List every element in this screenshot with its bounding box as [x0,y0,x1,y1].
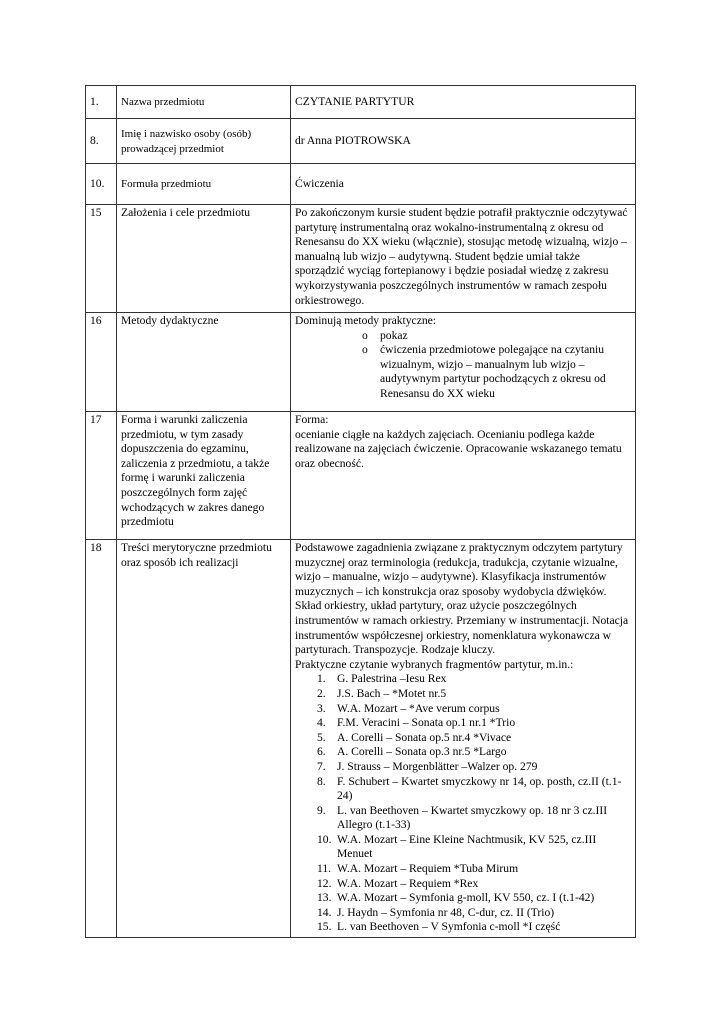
list-item: 9. L. van Beethoven – Kwartet smyczkowy op. 18 nr 3 cz.III Allegro (t.1-33) [317,803,608,832]
row-value: dr Anna PIOTROWSKA [291,119,636,164]
row-value [291,412,636,540]
row-label: Forma i warunki zaliczenia przedmiotu, w tym zasady dopuszczenia do egzaminu, zaliczenia z przedmiotu, a także formę i warunki zaliczenia poszczególnych form zajęć wchodzących w zakres danego przedmiotu [117,412,291,540]
row-value [291,540,636,938]
list-item: 6. A. Corelli – Sonata op.3 nr.5 *Largo [317,745,507,759]
row-label: Metody dydaktyczne [117,313,291,412]
row-number: 15 [86,205,117,313]
list-item: 2. J.S. Bach – *Motet nr.5 [317,686,447,700]
row-label: Treści merytoryczne przedmiotu oraz sposób ich realizacji [117,540,291,938]
table-row [86,412,636,540]
list-item: o pokaz [362,328,408,342]
row-value: Po zakończonym kursie student będzie potrafił praktycznie odczytywać partyturę instrumentalną oraz wokalno-instrumentalną z okresu od Renesansu do XX wieku (włącznie), stosując metodę wizualną, wizjo – manualną lub wizjo – audytywną. Student będzie umiał także sporządzić wyciąg fortepianowy i będzie posiadał wiedzę z zakresu wykorzystywania poszczególnych instrumentów w ramach zespołu orkiestrowego. [291,205,636,313]
table-row [86,164,636,205]
list-item: 11. W.A. Mozart – Requiem *Tuba Mirum [317,862,519,876]
row-label: Formuła przedmiotu [117,164,291,205]
row-value [291,313,636,412]
list-item: 7. J. Strauss – Morgenblätter –Walzer op. 279 [317,759,538,773]
methods-intro: Dominują metody praktyczne: [295,314,437,327]
bullet-marker: o [362,343,368,357]
row-number: 16 [86,313,117,412]
list-item: 5. A. Corelli – Sonata op.5 nr.4 *Vivace [317,730,512,744]
list-item: 12. W.A. Mozart – Requiem *Rex [317,876,479,890]
list-item: 15. L. van Beethoven – V Symfonia c-moll *I część [317,920,561,934]
works-intro: Praktyczne czytanie wybranych fragmentów partytur, m.in.: [295,657,574,671]
table-row [86,540,636,938]
row-number: 8. [86,119,117,164]
methods-list [295,329,632,402]
list-item: 3. W.A. Mozart – *Ave verum corpus [317,701,500,715]
table-row [86,313,636,412]
table-row [86,205,636,313]
bullet-marker: o [362,328,368,342]
row-label: Imię i nazwisko osoby (osób) prowadzącej przedmiot [117,119,291,164]
row-number: 18 [86,540,117,938]
row-number: 1. [86,86,117,119]
row-value: CZYTANIE PARTYTUR [291,86,636,119]
row-number: 10. [86,164,117,205]
list-item: 10. W.A. Mozart – Eine Kleine Nachtmusik, KV 525, cz.III Menuet [317,832,597,861]
form-heading: Forma: [295,413,329,426]
list-item: 13. W.A. Mozart – Symfonia g-moll, KV 550, cz. I (t.1-42) [317,891,595,905]
list-item: 14. J. Haydn – Symfonia nr 48, C-dur, cz. II (Trio) [317,905,555,919]
works-list [295,672,632,935]
table-row [86,86,636,119]
syllabus-table [85,85,636,938]
form-description: ocenianie ciągłe na każdych zajęciach. Ocenianiu podlega każde realizowane na zajęciach ćwiczenie. Opracowanie wskazanego tematu oraz obecność. [295,427,622,470]
list-item: 1. G. Palestrina –Iesu Rex [317,672,447,686]
row-label: Założenia i cele przedmiotu [117,205,291,313]
row-value: Ćwiczenia [291,164,636,205]
row-label: Nazwa przedmiotu [117,86,291,119]
table-row [86,119,636,164]
content-description: Podstawowe zagadnienia związane z praktycznym odczytem partytury muzycznej oraz terminologia (redukcja, tradukcja, czytanie wizualne, wizjo – manualne, wizjo – audytywne). Klasyfikacja instrumentów muzycznych – ich konstrukcja oraz sposoby wydobycia dźwięków. Skład orkiestry, układ partytury, oraz użycie poszczególnych instrumentów w ramach orkiestry. Przemiany w instrumentacji. Notacja instrumentów współczesnej orkiestry, nomenklatura wykonawcza w partyturach. Transpozycje. Rodzaje kluczy. [295,541,629,657]
list-item: o ćwiczenia przedmiotowe polegające na czytaniu wizualnym, wizjo – manualnym lub wizjo – audytywnym partytur pochodzących z okresu od Renesansu do XX wieku [362,343,606,400]
list-item: 4. F.M. Veracini – Sonata op.1 nr.1 *Trio [317,716,516,730]
row-number: 17 [86,412,117,540]
list-item: 8. F. Schubert – Kwartet smyczkowy nr 14, op. posth, cz.II (t.1-24) [317,774,622,803]
